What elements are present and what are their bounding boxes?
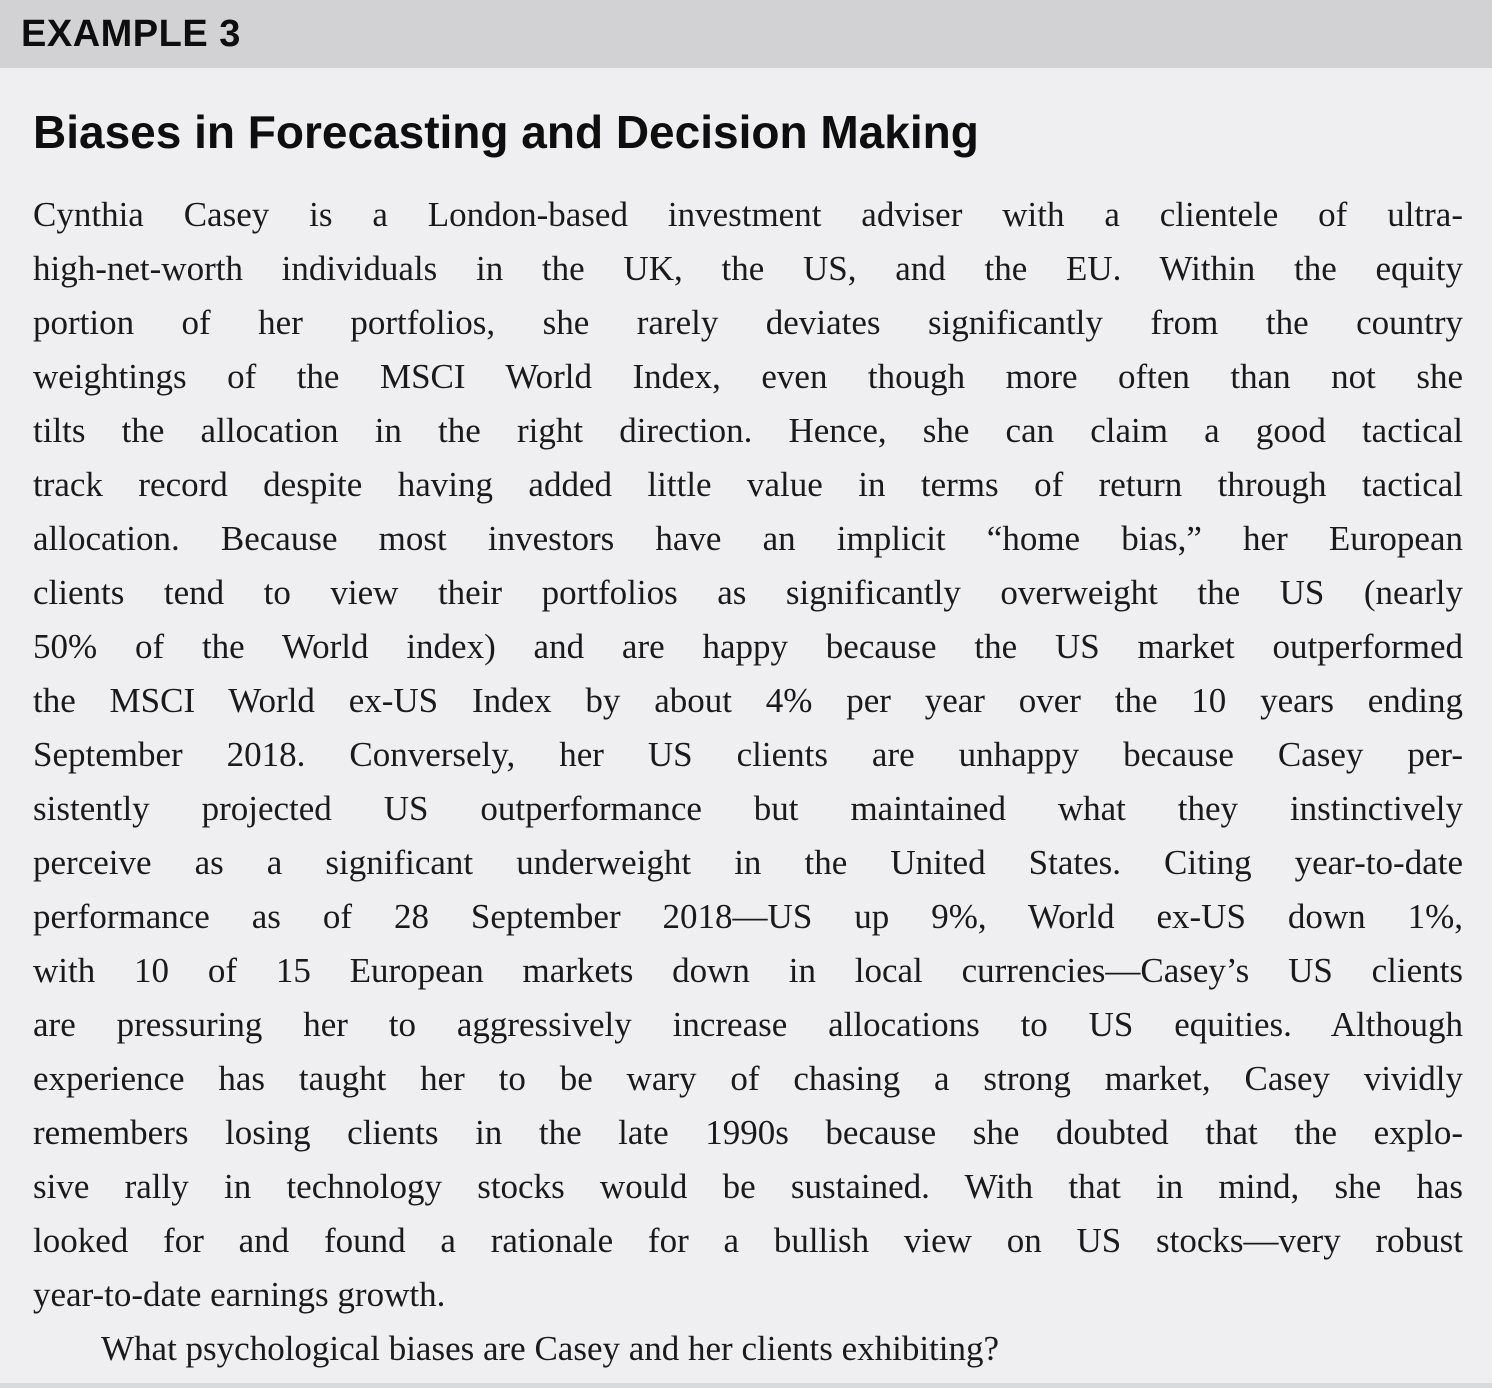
text-line: Cynthia Casey is a London-based investment adviser with a clientele of ultra- <box>33 195 1463 234</box>
text-line: track record despite having added little value in terms of return through tactical <box>33 465 1463 504</box>
text-line: year-to-date earnings growth. <box>33 1275 446 1314</box>
text-line: clients tend to view their portfolios as significantly overweight the US (nearly <box>33 573 1463 612</box>
question-text: What psychological biases are Casey and her clients exhibiting? <box>101 1329 1000 1368</box>
body-paragraph <box>33 188 1463 1322</box>
text-line: portion of her portfolios, she rarely deviates significantly from the country <box>33 303 1463 342</box>
text-line: with 10 of 15 European markets down in local currencies—Casey’s US clients <box>33 951 1463 990</box>
text-line: perceive as a significant underweight in the United States. Citing year-to-date <box>33 843 1463 882</box>
text-line: September 2018. Conversely, her US clients are unhappy because Casey per- <box>33 735 1463 774</box>
text-line: sistently projected US outperformance but maintained what they instinctively <box>33 789 1463 828</box>
text-line: are pressuring her to aggressively increase allocations to US equities. Although <box>33 1005 1463 1044</box>
text-line: tilts the allocation in the right direction. Hence, she can claim a good tactical <box>33 411 1463 450</box>
text-line: the MSCI World ex-US Index by about 4% per year over the 10 years ending <box>33 681 1463 720</box>
section-divider <box>0 1383 1492 1388</box>
example-header-bar <box>0 0 1492 68</box>
text-line: remembers losing clients in the late 1990s because she doubted that the explo- <box>33 1113 1463 1152</box>
text-line: allocation. Because most investors have an implicit “home bias,” her European <box>33 519 1463 558</box>
example-label: EXAMPLE 3 <box>21 12 241 55</box>
text-line: sive rally in technology stocks would be sustained. With that in mind, she has <box>33 1167 1463 1206</box>
page-title: Biases in Forecasting and Decision Making <box>33 106 979 158</box>
text-line: weightings of the MSCI World Index, even though more often than not she <box>33 357 1463 396</box>
example-content <box>0 104 1492 1376</box>
text-line: high-net-worth individuals in the UK, the US, and the EU. Within the equity <box>33 249 1463 288</box>
text-line: experience has taught her to be wary of chasing a strong market, Casey vividly <box>33 1059 1463 1098</box>
text-line: performance as of 28 September 2018—US up 9%, World ex-US down 1%, <box>33 897 1463 936</box>
text-line: 50% of the World index) and are happy because the US market outperformed <box>33 627 1463 666</box>
text-line: looked for and found a rationale for a bullish view on US stocks—very robust <box>33 1221 1463 1260</box>
